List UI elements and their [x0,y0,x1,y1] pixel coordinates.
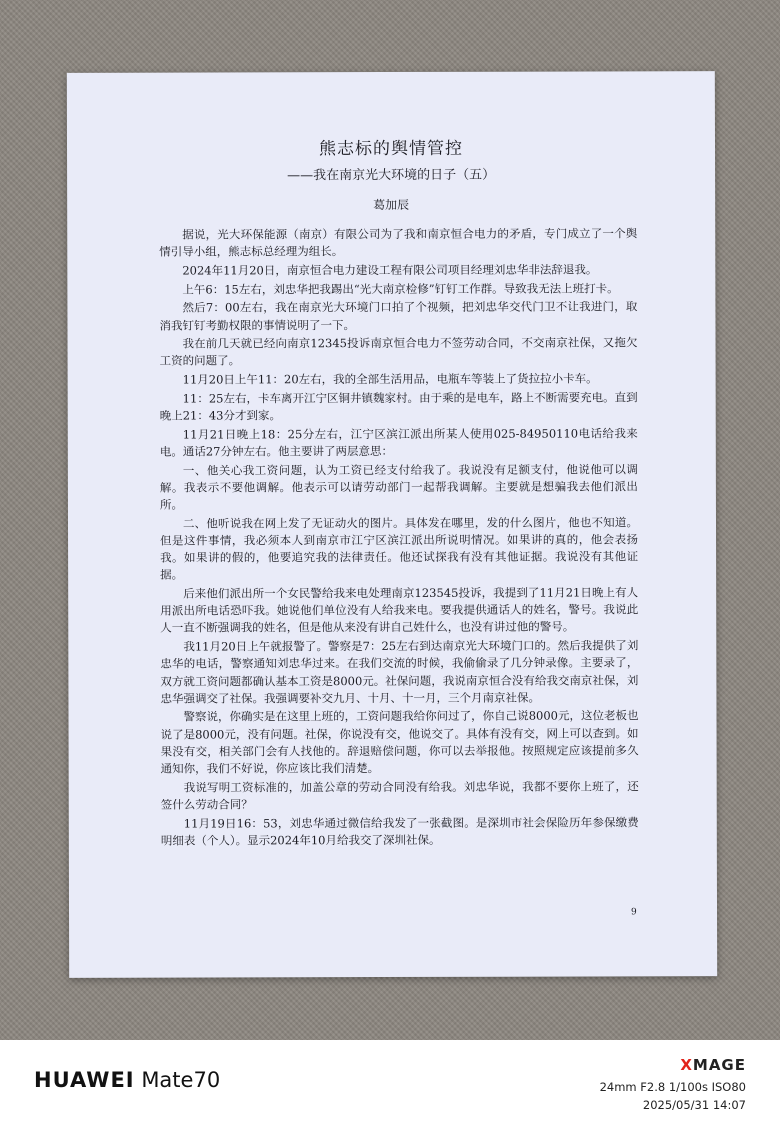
paragraph-11: 后来他们派出所一个女民警给我来电处理南京123545投诉，我提到了11月21日晚上有人用派出所电话恐吓我。她说他们单位没有人给我来电。要我提供通话人的姓名，警号。我说此人一直不断强调我的姓名，但是他从来没有讲自己姓什么，也没有讲过他的警号。 [160,585,639,636]
paragraph-1: 据说，光大环保能源（南京）有限公司为了我和南京恒合电力的矛盾，专门成立了一个舆情引导小组，熊志标总经理为组长。 [159,226,638,259]
document-author: 葛加辰 [373,197,410,213]
paragraph-7: 11：25左右，卡车离开江宁区铜井镇魏家村。由于乘的是电车，路上不断需要充电。直到晚上21：43分才到家。 [159,390,638,423]
paragraph-5: 我在前几天就已经向南京12345投诉南京恒合电力不签劳动合同，不交南京社保，又拖欠工资的问题了。 [159,335,638,369]
paragraph-15: 11月19日16：53，刘忠华通过微信给我发了一张截图。是深圳市社会保险历年参保缴费明细表（个人）。显示2024年10月给我交了深圳社保。 [160,815,639,848]
paragraph-3: 上午6：15左右，刘忠华把我踢出“光大南京检修”钉钉工作群。导致我无法上班打卡。 [182,281,619,297]
paragraph-6: 11月20日上午11：20左右，我的全部生活用品，电瓶车等装上了货拉拉小卡车。 [182,371,598,387]
document-body [159,225,639,851]
paragraph-4: 然后7：00左右，我在南京光大环境门口拍了个视频，把刘忠华交代门卫不让我进门，取消我钉钉考勤权限的事情说明了一下。 [159,299,638,333]
paragraph-13: 警察说，你确实是在这里上班的，工资问题我给你问过了，你自己说8000元，这位老板也说了是8000元，没有问题。社保，你说没有交，他说交了。具体有没有交，网上可以查到。如果没有交，相关部门会有人找他的。辞退赔偿问题，你可以去举报他。按照规定应该提前多久通知你，我们不好说，你应该比我们清楚。 [160,708,639,776]
page-number: 9 [631,907,637,918]
xmage-logo-x: X [680,1056,693,1074]
document-page [67,71,717,978]
camera-brand [34,1068,220,1092]
document-title: 熊志标的舆情管控 [318,138,464,160]
brand-name: HUAWEI [34,1068,135,1092]
paragraph-2: 2024年11月20日，南京恒合电力建设工程有限公司项目经理刘忠华非法辞退我。 [182,262,598,278]
paragraph-8: 11月21日晚上18：25分左右，江宁区滨江派出所某人使用025-84950110电话给我来电。通话27分钟左右。他主要讲了两层意思： [159,426,638,459]
capture-datetime: 2025/05/31 14:07 [642,1098,746,1112]
camera-specs: 24mm F2.8 1/100s ISO80 [599,1080,746,1094]
paragraph-14: 我说写明工资标准的，加盖公章的劳动合同没有给我。刘忠华说，我都不要你上班了，还签什么劳动合同？ [160,779,639,812]
paragraph-10: 二、他听说我在网上发了无证动火的图片。具体发在哪里，发的什么图片，他也不知道。但是这件事情，我必须本人到南京市江宁区滨江派出所说明情况。如果讲的真的，他会表扬我。如果讲的假的，他要追究我的法律责任。他还试探我有没有其他证据。我说没有其他证据。 [160,515,639,582]
camera-watermark-bar [0,1040,780,1127]
xmage-logo-text: MAGE [692,1056,746,1074]
model-name: Mate70 [141,1068,221,1092]
paragraph-9: 一、他关心我工资问题，认为工资已经支付给我了。我说没有足额支付，他说他可以调解。我表示不要他调解。他表示可以请劳动部门一起帮我调解。主要就是想骗我去他们派出所。 [159,461,638,512]
xmage-logo [680,1056,746,1074]
document-subtitle: ——我在南京光大环境的日子（五） [287,167,496,184]
paragraph-12: 我11月20日上午就报警了。警察是7：25左右到达南京光大环境门口的。然后我提供了刘忠华的电话，警察通知刘忠华过来。在我们交流的时候，我偷偷录了几分钟录像。主要录了，双方就工资问题都确认基本工资是8000元。社保问题，我说南京恒合没有给我交南京社保，刘忠华强调交了社保。我强调要补交九月、十月、十一月，三个月南京社保。 [160,638,639,706]
